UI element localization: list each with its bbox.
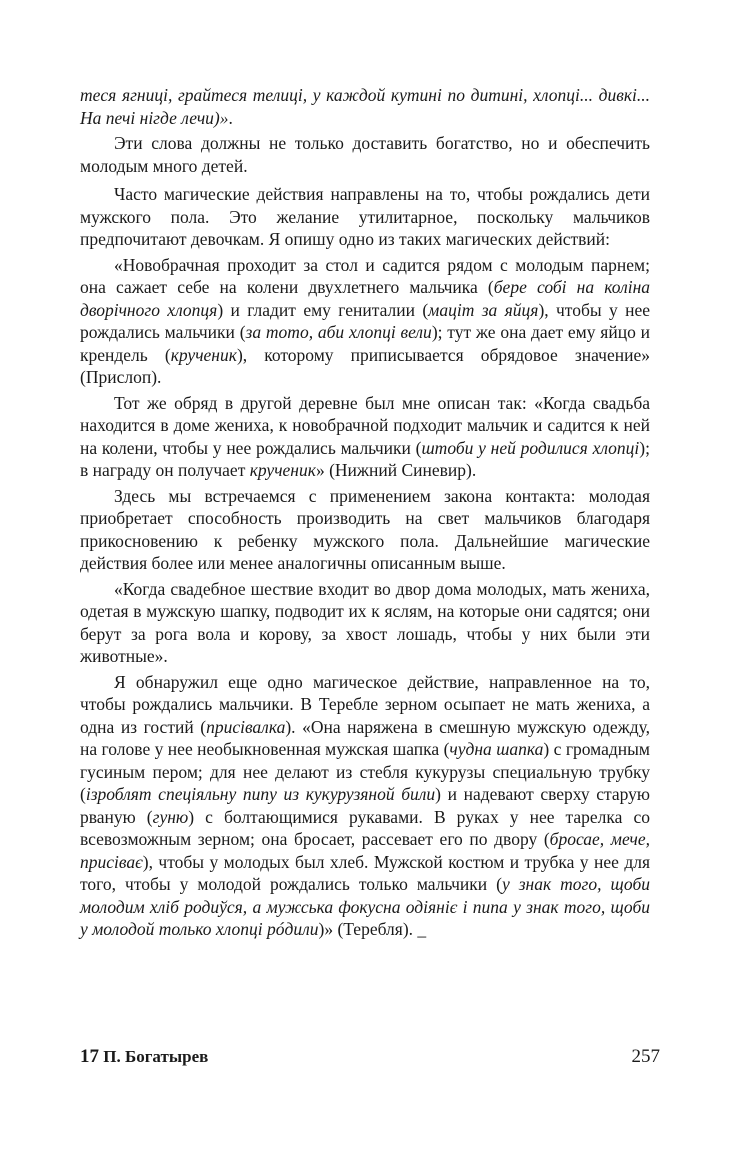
italic-quote: у знак того, щоби молодим хліб родиўся, а мужська фокусна одіяніє і пипа у знак того, щоби у молодой только хлопці рóдили (80, 874, 650, 939)
paragraph-text: «Когда свадебное шествие входит во двор дома молодых, мать жениха, одетая в мужскую шапку, подводит их к яслям, на которые они садятся; они берут за рога вола и корову, за хвост лошадь, чтобы у них были эти животные». (80, 578, 650, 666)
paragraph-text: ). «Она наряжена в смешную мужскую одежду, на голове у нее необыкновенная мужская шапка ( (80, 716, 650, 759)
paragraph (80, 254, 650, 389)
paragraph-text: Тот же обряд в другой деревне был мне описан так: «Когда свадьба находится в доме жениха, к новобрачной подходит мальчик и садится к ней на колени, чтобы у нее рождались мальчики ( (80, 392, 650, 458)
italic-quote: бере собі на коліна дворічного хлопця (80, 277, 650, 320)
page-text-block (80, 84, 650, 941)
page-number: 257 (631, 1046, 660, 1067)
italic-quote: тeся ягниці, грайтеся телиці, у каждой кутині по дитині, хлопці... дивкі... На печі нігде лечи)» (80, 85, 650, 128)
signature-mark (80, 1046, 208, 1068)
paragraph-text: . (228, 107, 233, 128)
paragraph-text: )» (Теребля). _ (318, 919, 427, 939)
italic-quote: мацiт за яйця (428, 299, 539, 320)
paragraph-text: ) и гладит ему гениталии ( (217, 299, 429, 320)
paragraph-text: ); тут же она дает ему яйцо и крендель ( (80, 322, 650, 365)
paragraph (80, 485, 650, 575)
paragraph-text: ); в награду он получает (80, 437, 650, 480)
italic-quote: штоби у ней родилися хлопці (421, 437, 640, 458)
signature-number: 17 (80, 1046, 99, 1067)
italic-quote: за тото, аби хлопці вели (245, 322, 432, 342)
paragraph-text: » (Нижний Синевир). (315, 460, 477, 480)
paragraph-text: «Новобрачная проходит за стол и садится рядом с молодым парнем; она сажает себе на колени двухлетнего мальчика ( (80, 254, 650, 297)
paragraph-text: Часто магические действия направлены на то, чтобы рождались дети мужского пола. Это желание утилитарное, поскольку мальчиков предпочитают девочкам. Я опишу одно из таких магических действий: (80, 184, 650, 249)
paragraph-text: Эти слова должны не только доставить богатство, но и обеспечить молодым много детей. (80, 133, 650, 176)
italic-quote: крученик (249, 460, 316, 480)
paragraph-text: ) и надевают сверху старую рваную ( (80, 784, 650, 827)
paragraph-text: ) с громадным гусиным пером; для нее делают из стебля кукурузы специальную трубку ( (80, 739, 651, 804)
paragraph-text: Здесь мы встречаемся с применением закона контакта: молодая приобретает способность производить на свет мальчиков благодаря прикосновению к ребенку мужского пола. Дальнейшие магические действия более или менее аналогичны описанным выше. (80, 485, 650, 573)
paragraph-text: ), которому приписывается обрядовое значение» (Прислоп). (80, 344, 650, 387)
paragraph (80, 578, 650, 668)
paragraph-text: Я обнаружил еще одно магическое действие, направленное на то, чтобы рождались мальчики. В Теребле зерном осыпает не мать жениха, а одна из гостий ( (80, 671, 650, 737)
italic-quote: крученик (170, 344, 237, 365)
paragraph (80, 84, 650, 129)
paragraph-text: ) с болтающимися рукавами. В руках у нее тарелка со всевозможным зерном; она бросает, рассевает его по двору ( (80, 806, 650, 849)
paragraph (80, 132, 650, 177)
italic-quote: гуню (152, 806, 189, 827)
paragraph-text: ), чтобы у молодых был хлеб. Мужской костюм и трубка у нее для того, чтобы у молодой рождались только мальчики ( (80, 851, 650, 894)
paragraph (80, 671, 650, 941)
paragraph (80, 392, 650, 482)
italic-quote: бросае, мече, присіває (80, 829, 650, 872)
paragraph-text: ), чтобы у нее рождались мальчики ( (80, 299, 651, 342)
signature-text: П. Богатырев (99, 1047, 209, 1066)
italic-quote: ізроблят спеціяльну пипу из кукурузяной били (85, 784, 436, 804)
italic-quote: присівалка (206, 716, 286, 737)
italic-quote: чудна шапка (449, 739, 544, 759)
paragraph (80, 183, 650, 251)
